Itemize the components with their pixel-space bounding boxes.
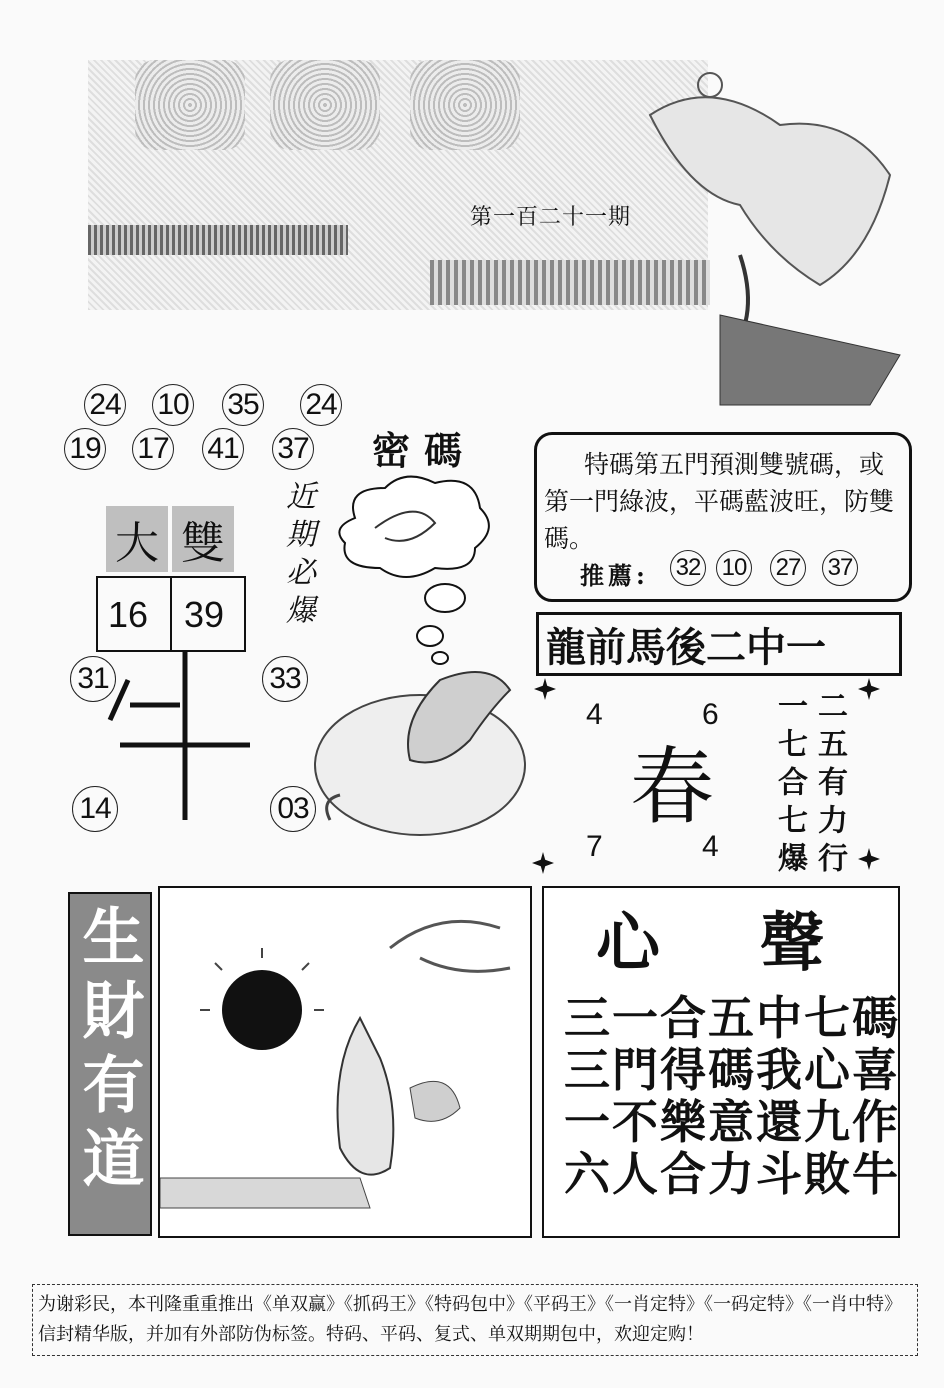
double-label: 雙 <box>172 506 234 572</box>
lucky-number: 37 <box>272 428 314 470</box>
spring-column-2: 二五有力行 <box>812 690 847 880</box>
recommend-number: 32 <box>670 550 706 586</box>
lucky-number: 41 <box>202 428 244 470</box>
burst-icon <box>858 848 880 870</box>
burst-icon <box>858 678 880 700</box>
wealth-title: 生財有道 <box>72 904 145 1200</box>
lucky-number: 19 <box>64 428 106 470</box>
spring-corner-number: 4 <box>586 698 603 731</box>
recommend-number: 27 <box>770 550 806 586</box>
spring-corner-number: 7 <box>586 830 603 863</box>
corner-number: 31 <box>70 656 116 702</box>
heart-voice-line: 三門得碼我心喜 <box>564 1043 900 1097</box>
double-value: 39 <box>184 594 225 635</box>
lucky-number: 17 <box>132 428 174 470</box>
big-value: 16 <box>108 594 149 635</box>
burst-icon <box>532 852 554 874</box>
dragon-banner-text: 龍前馬後二中一 <box>546 625 826 671</box>
secret-code-title: 密碼 <box>372 428 477 473</box>
corner-number: 33 <box>262 656 308 702</box>
recommend-label: 推薦: <box>580 561 649 590</box>
rooster-pumpkin-illustration <box>310 650 540 845</box>
banner-title-glyph <box>270 60 380 150</box>
recommend-number: 37 <box>822 550 858 586</box>
prediction-text: 特碼第五門預測雙號碼，或第一門綠波，平碼藍波旺，防雙碼。 <box>544 450 895 553</box>
sage-landscape-illustration <box>160 888 526 1232</box>
big-label: 大 <box>106 506 168 572</box>
heart-voice-line: 六人合力斗敗牛 <box>564 1147 900 1201</box>
recommend-number: 10 <box>716 550 752 586</box>
spring-corner-number: 6 <box>702 698 719 731</box>
lucky-number: 24 <box>84 384 126 426</box>
spring-column-1: 一七合七爆 <box>772 690 807 880</box>
spring-corner-number: 4 <box>702 830 719 863</box>
issue-number: 第一百二十一期 <box>470 205 632 230</box>
footer-text: 为谢彩民，本刊隆重重推出《单双赢》《抓码王》《特码包中》《平码王》《一肖定特》《一码定特》《一肖中特》信封精华版，并加有外部防伪标签。特码、平码、复式、单双期期包中，欢迎定购！ <box>38 1294 902 1345</box>
heart-voice-line: 一不樂意還九作 <box>564 1095 900 1149</box>
heart-voice-title-right: 聲 <box>760 906 824 981</box>
thought-cloud <box>325 468 495 668</box>
rooster-illustration <box>620 55 910 415</box>
divider <box>170 576 172 652</box>
corner-number: 14 <box>72 786 118 832</box>
heart-voice-line: 三一合五中七碼 <box>564 991 900 1045</box>
lucky-number: 35 <box>222 384 264 426</box>
heart-voice-title-left: 心 <box>596 906 660 981</box>
lucky-number: 10 <box>152 384 194 426</box>
banner-title-glyph <box>410 60 520 150</box>
spring-char: 春 <box>630 738 715 836</box>
corner-number: 03 <box>270 786 316 832</box>
recent-burst-text: 近期必爆 <box>280 480 315 632</box>
banner-strip <box>88 225 348 255</box>
lucky-number: 24 <box>300 384 342 426</box>
ox-glyph <box>100 650 260 830</box>
banner-title-glyph <box>135 60 245 150</box>
burst-icon <box>534 678 556 700</box>
